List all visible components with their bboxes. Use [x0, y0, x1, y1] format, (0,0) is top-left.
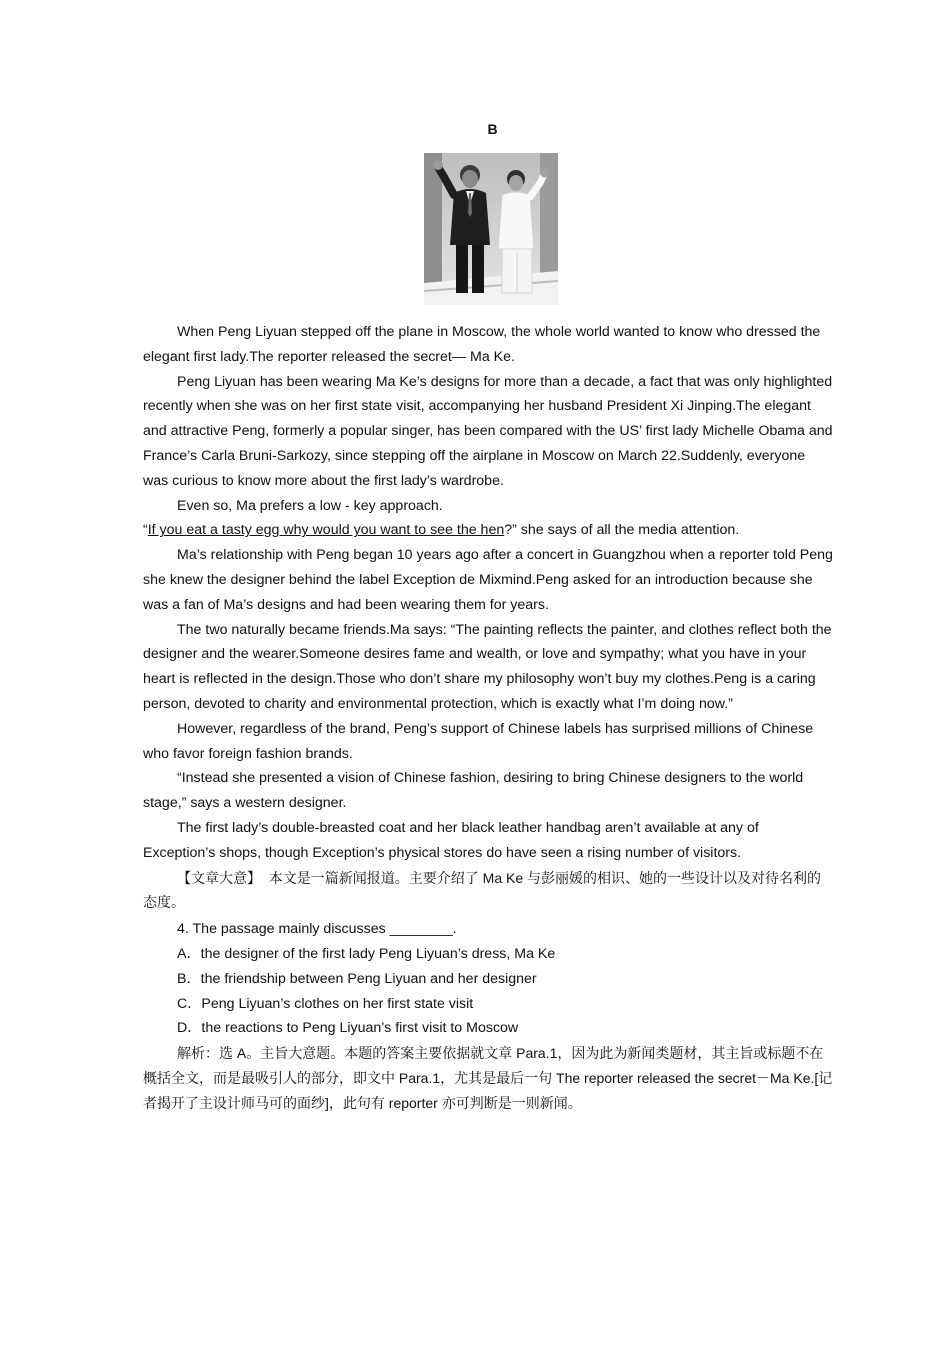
- passage-paragraph-4: Ma’s relationship with Peng began 10 years ago after a concert in Guangzhou when a reporter told Peng she knew the designer behind the label Exception de Mixmind.Peng asked for an introduction because she was a fan of Ma’s designs and had been wearing them for years.: [143, 547, 833, 613]
- quote-paragraph: [143, 518, 833, 543]
- passage-paragraph-8: The first lady’s double-breasted coat and her black leather handbag aren’t available at any of Exception’s shops, though Exception’s physical stores do have seen a rising number of visitors.: [143, 819, 759, 861]
- question-option-d: D．the reactions to Peng Liyuan’s first visit to Moscow: [177, 1020, 519, 1037]
- photo-peng-liyuan-xi-jinping-icon: [424, 153, 558, 305]
- question-option-c: C．Peng Liyuan’s clothes on her first state visit: [177, 995, 474, 1012]
- quote-open-mark: “: [143, 522, 148, 539]
- passage-paragraph-7: “Instead she presented a vision of Chinese fashion, desiring to bring Chinese designers to the world stage,” says a western designer.: [143, 770, 804, 812]
- passage-body: [143, 320, 833, 1116]
- quote-rest-text: ?” she says of all the media attention.: [504, 522, 740, 539]
- question-stem: 4. The passage mainly discusses ________.: [177, 921, 457, 938]
- section-letter: B: [487, 121, 498, 137]
- passage-paragraph-3: Even so, Ma prefers a low - key approach.: [177, 497, 443, 514]
- passage-paragraph-2: Peng Liyuan has been wearing Ma Ke’s designs for more than a decade, a fact that was only highlighted recently when she was on her first state visit, accompanying her husband President Xi Jinping.The elegant and attractive Peng, formerly a popular singer, has been compared with the US’ first lady Michelle Obama and France’s Carla Bruni-Sarkozy, since stepping off the airplane in Moscow on March 22.Suddenly, everyone was curious to know more about the first lady’s wardrobe.: [143, 373, 833, 489]
- question-option-b: B．the friendship between Peng Liyuan and her designer: [177, 970, 537, 987]
- passage-paragraph-6: However, regardless of the brand, Peng’s support of Chinese labels has surprised millions of Chinese who favor foreign fashion brands.: [143, 720, 814, 762]
- passage-paragraph-1: When Peng Liyuan stepped off the plane in Moscow, the whole world wanted to know who dressed the elegant first lady.The reporter released the secret— Ma Ke.: [143, 324, 821, 365]
- analysis-paragraph: 解析：选 A。主旨大意题。本题的答案主要依据就文章 Para.1，因为此为新闻类题材，其主旨或标题不在概括全文，而是最吸引人的部分，即文中 Para.1，尤其是最后一句 The reporter released the secret－Ma Ke.[记者揭开了主设计师马可的面纱]，此句有 reporter 亦可判断是一则新闻。: [143, 1045, 833, 1111]
- passage-paragraph-5: The two naturally became friends.Ma says: “The painting reflects the painter, and clothes reflect both the designer and the wearer.Someone desires fame and wealth, or love and sympathy; what you have in your heart is reflected in the design.Those who don’t share my philosophy won’t buy my clothes.Peng is a caring person, devoted to charity and environmental protection, which is exactly what I’m doing now.”: [143, 621, 832, 712]
- quote-underlined-text: If you eat a tasty egg why would you want to see the hen: [147, 522, 505, 539]
- summary-paragraph: [143, 866, 833, 916]
- summary-label: 【文章大意】: [177, 869, 261, 886]
- question-option-a: A．the designer of the first lady Peng Liyuan’s dress, Ma Ke: [177, 945, 556, 962]
- summary-text: 本文是一篇新闻报道。主要介绍了 Ma Ke 与彭丽媛的相识、她的一些设计以及对待名利的态度。: [143, 869, 822, 911]
